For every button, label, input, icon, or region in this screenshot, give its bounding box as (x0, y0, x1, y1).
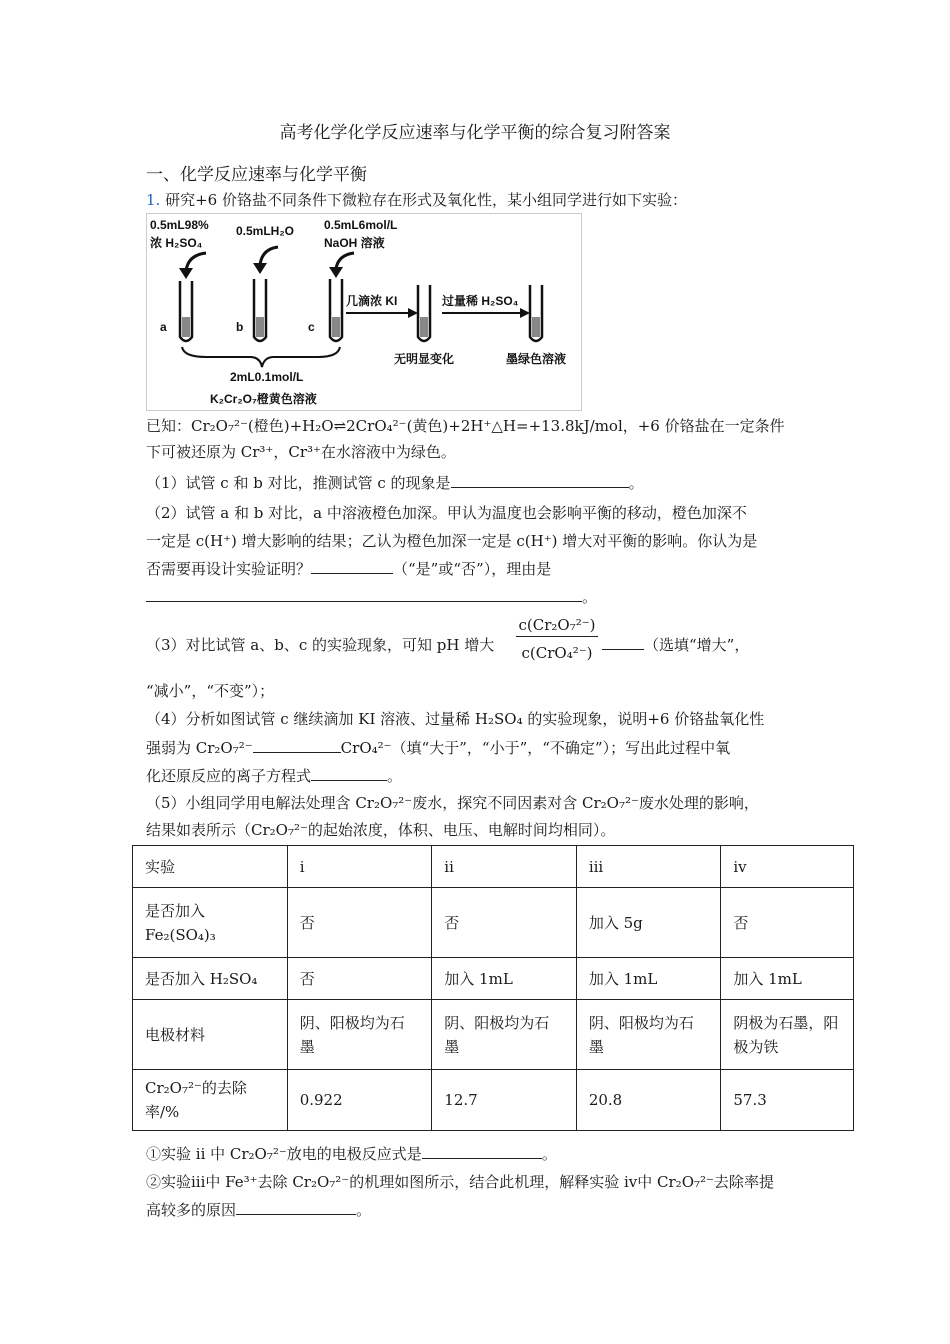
table-cell: 0.922 (287, 1070, 432, 1131)
q1-5-line-b: 结果如表所示（Cr₂O₇²⁻的起始浓度，体积、电压、电解时间均相同）。 (146, 821, 616, 839)
q1-3-text-c: “减小”，“不变”）； (146, 682, 275, 700)
table-cell: 否 (432, 888, 577, 958)
table-header-cell: ii (432, 846, 577, 888)
q1-4b-text1: 强弱为 Cr₂O₇²⁻ (146, 739, 253, 757)
table-cell: 加入 1mL (432, 958, 577, 1000)
table-cell: 是否加入 H₂SO₄ (133, 958, 288, 1000)
table-cell: 阴、阳极均为石墨 (287, 1000, 432, 1070)
sub2b-text: 高较多的原因 (146, 1201, 237, 1219)
q1-5-line-a: （5）小组同学用电解法处理含 Cr₂O₇²⁻废水，探究不同因素对含 Cr₂O₇²⁻废水处理的影响， (146, 794, 759, 812)
question-1-2d: 。 (146, 586, 597, 608)
answer-blank[interactable] (311, 559, 393, 574)
table-cell: 20.8 (576, 1070, 721, 1131)
question-1-stem (146, 189, 687, 211)
q1-1-text: （1）试管 c 和 b 对比，推测试管 c 的现象是 (146, 474, 451, 492)
table-cell: 加入 1mL (576, 958, 721, 1000)
tube-label-a: a (160, 320, 167, 334)
q1-4b-text2: CrO₄²⁻（填“大于”，“小于”，“不确定”）；写出此过程中氧 (340, 739, 731, 757)
label-h2so4: 浓 H₂SO₄ (150, 236, 203, 250)
q1-2c-text: 否需要再设计实验证明？ (146, 560, 312, 578)
table-cell: 57.3 (721, 1070, 854, 1131)
sub-question-1: ①实验 ii 中 Cr₂O₇²⁻放电的电极反应式是 。 (146, 1145, 557, 1163)
results-table (132, 845, 854, 1131)
q1-2-line-b: 一定是 c(H⁺) 增大影响的结果；乙认为橙色加深一定是 c(H⁺) 增大对平衡的影响。你认为是 (146, 532, 758, 550)
q1-4c-text: 化还原反应的离子方程式 (146, 767, 312, 785)
answer-blank[interactable] (602, 635, 644, 650)
arrow-label-h2so4: 过量稀 H₂SO₄ (442, 294, 519, 308)
fraction-numerator: c(Cr₂O₇²⁻) (516, 616, 598, 637)
q1-3-text-a: （3）对比试管 a、b、c 的实验现象，可知 pH 增大 (146, 636, 495, 654)
sub-question-2b: 高较多的原因 。 (146, 1201, 372, 1219)
known-line-1: 已知：Cr₂O₇²⁻(橙色)+H₂O⇌2CrO₄²⁻(黄色)+2H⁺△H=+13.8kJ/mol，+6 价铬盐在一定条件 (146, 417, 785, 435)
table-cell: 阴极为石墨，阳极为铁 (721, 1000, 854, 1070)
known-line-2: 下可被还原为 Cr³⁺，Cr³⁺在水溶液中为绿色。 (146, 443, 456, 461)
table-cell: 否 (287, 888, 432, 958)
q1-3b-text: （选填“增大”， (644, 636, 750, 654)
table-cell: 是否加入 Fe₂(SO₄)₃ (133, 888, 288, 958)
table-row (133, 888, 854, 958)
table-cell: 阴、阳极均为石墨 (576, 1000, 721, 1070)
q1-4-line-a: （4）分析如图试管 c 继续滴加 KI 溶液、过量稀 H₂SO₄ 的实验现象，说明+6 价铬盐氧化性 (146, 710, 765, 728)
table-cell: 电极材料 (133, 1000, 288, 1070)
table-cell: 阴、阳极均为石墨 (432, 1000, 577, 1070)
arrow-label-ki: 几滴浓 KI (346, 294, 398, 308)
sub1-text: ①实验 ii 中 Cr₂O₇²⁻放电的电极反应式是 (146, 1145, 422, 1163)
table-cell: 12.7 (432, 1070, 577, 1131)
question-1-4c: 化还原反应的离子方程式 。 (146, 767, 403, 785)
experiment-diagram (146, 213, 582, 411)
answer-blank[interactable] (253, 738, 341, 753)
question-1-1: （1）试管 c 和 b 对比，推测试管 c 的现象是 。 (146, 474, 644, 492)
answer-blank[interactable] (422, 1144, 542, 1159)
sub2-line-a: ②实验iii中 Fe³⁺去除 Cr₂O₇²⁻的机理如图所示，结合此机理，解释实验 iv中 Cr₂O₇²⁻去除率提 (146, 1173, 774, 1191)
table-row (133, 1000, 854, 1070)
table-cell: 加入 5g (576, 888, 721, 958)
table-row (133, 958, 854, 1000)
question-text: 研究+6 价铬盐不同条件下微粒存在形式及氧化性，某小组同学进行如下实验： (165, 191, 687, 209)
q1-2-line-a: （2）试管 a 和 b 对比，a 中溶液橙色加深。甲认为温度也会影响平衡的移动，橙色加深不 (146, 504, 747, 522)
answer-blank[interactable] (451, 473, 629, 488)
table-cell: 否 (287, 958, 432, 1000)
table-cell: 否 (721, 888, 854, 958)
label-h2o: 0.5mLH₂O (236, 224, 295, 238)
result-label-1: 无明显变化 (394, 352, 455, 366)
table-header-cell: iv (721, 846, 854, 888)
label-naoh-vol: 0.5mL6mol/L (324, 218, 398, 232)
result-label-2: 墨绿色溶液 (506, 352, 567, 366)
table-row (133, 1070, 854, 1131)
table-header-row (133, 846, 854, 888)
tube-label-c: c (308, 320, 315, 334)
bottom-label-2: K₂Cr₂O₇橙黄色溶液 (210, 392, 317, 406)
q1-2c-text2: （“是”或“否”），理由是 (393, 560, 552, 578)
table-cell: 加入 1mL (721, 958, 854, 1000)
section-heading: 一、化学反应速率与化学平衡 (146, 165, 367, 185)
answer-blank[interactable] (146, 587, 582, 602)
bottom-label-1: 2mL0.1mol/L (230, 370, 304, 384)
label-naoh: NaOH 溶液 (324, 236, 385, 250)
table-cell: Cr₂O₇²⁻的去除率/% (133, 1070, 288, 1131)
page-title: 高考化学化学反应速率与化学平衡的综合复习附答案 (279, 123, 671, 143)
table-header-cell: 实验 (133, 846, 288, 888)
fraction-denominator: c(CrO₄²⁻) (521, 644, 593, 662)
answer-blank[interactable] (236, 1200, 356, 1215)
table-header-cell: iii (576, 846, 721, 888)
question-1-4b (146, 737, 730, 759)
question-number: 1. (146, 191, 161, 209)
table-header-cell: i (287, 846, 432, 888)
answer-blank[interactable] (311, 766, 387, 781)
tube-label-b: b (236, 320, 244, 334)
question-1-2c (146, 558, 551, 580)
label-h2so4-vol: 0.5mL98% (150, 218, 209, 232)
question-1-3b (602, 634, 749, 656)
